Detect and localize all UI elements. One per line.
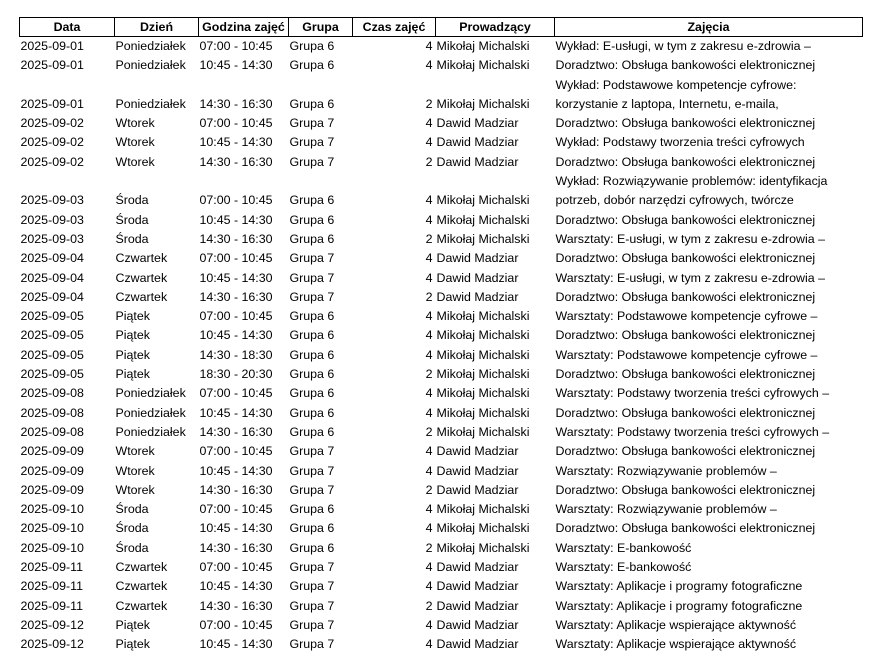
cell-time[interactable]: 07:00 - 10:45 [199, 39, 273, 53]
cell-date[interactable]: 2025-09-05 [20, 309, 84, 324]
table-row [20, 423, 863, 442]
cell-day[interactable]: Piątek [115, 347, 150, 362]
cell-group[interactable]: Grupa 6 [289, 231, 335, 246]
cell-class[interactable]: Warsztaty: Podstawy tworzenia treści cyfrowych – [555, 386, 830, 401]
cell-class[interactable]: Wykład: Rozwiązywanie problemów: identyfikacja potrzeb, dobór narzędzi cyfrowych, twórcze [555, 174, 828, 208]
cell-day[interactable]: Poniedziałek [115, 58, 186, 73]
table-row [20, 500, 863, 519]
cell-day[interactable]: Czwartek [115, 560, 168, 575]
cell-hours[interactable]: 4 [425, 309, 433, 324]
cell-class[interactable]: Warsztaty: Aplikacje i programy fotograficzne [555, 598, 803, 613]
cell-group[interactable]: Grupa 6 [289, 540, 335, 555]
table-row [20, 326, 863, 345]
cell-class[interactable]: Warsztaty: E-bankowość [555, 560, 692, 575]
cell-lecturer[interactable]: Dawid Madziar [436, 135, 519, 150]
cell-group[interactable]: Grupa 6 [289, 96, 335, 111]
cell-class[interactable]: Warsztaty: Podstawowe kompetencje cyfrowe – [555, 309, 818, 324]
cell-lecturer[interactable]: Mikołaj Michalski [436, 58, 530, 73]
cell-lecturer[interactable]: Mikołaj Michalski [436, 39, 530, 53]
cell-date[interactable]: 2025-09-08 [20, 424, 84, 439]
cell-lecturer[interactable]: Dawid Madziar [436, 598, 519, 613]
cell-hours[interactable]: 4 [425, 521, 433, 536]
cell-group[interactable]: Grupa 6 [289, 347, 335, 362]
cell-lecturer[interactable]: Dawid Madziar [436, 116, 519, 131]
cell-day[interactable]: Czwartek [115, 251, 168, 266]
table-row [20, 577, 863, 596]
table-row [20, 56, 863, 75]
cell-date[interactable]: 2025-09-11 [20, 579, 83, 594]
cell-group[interactable]: Grupa 7 [289, 251, 335, 266]
cell-date[interactable]: 2025-09-12 [20, 617, 84, 632]
cell-group[interactable]: Grupa 7 [289, 289, 335, 304]
cell-hours[interactable]: 4 [425, 444, 433, 459]
cell-class[interactable]: Doradztwo: Obsługa bankowości elektronicznej [555, 116, 816, 131]
cell-time[interactable]: 14:30 - 16:30 [199, 540, 273, 555]
cell-time[interactable]: 07:00 - 10:45 [199, 309, 273, 324]
cell-class[interactable]: Warsztaty: Podstawowe kompetencje cyfrowe – [555, 347, 818, 362]
cell-lecturer[interactable]: Mikołaj Michalski [436, 193, 530, 208]
cell-class[interactable]: Doradztwo: Obsługa bankowości elektronicznej [555, 444, 816, 459]
cell-time[interactable]: 07:00 - 10:45 [199, 444, 273, 459]
cell-time[interactable]: 14:30 - 16:30 [199, 154, 273, 169]
cell-date[interactable]: 2025-09-04 [20, 251, 84, 266]
cell-day[interactable]: Piątek [115, 309, 150, 324]
header-day[interactable]: Dzień [115, 18, 199, 37]
cell-group[interactable]: Grupa 6 [289, 212, 335, 227]
cell-time[interactable]: 14:30 - 16:30 [199, 482, 273, 497]
cell-group[interactable]: Grupa 6 [289, 58, 335, 73]
cell-group[interactable]: Grupa 7 [289, 135, 335, 150]
cell-hours[interactable]: 4 [425, 212, 433, 227]
cell-date[interactable]: 2025-09-09 [20, 463, 84, 478]
cell-day[interactable]: Środa [115, 540, 149, 555]
cell-class[interactable]: Warsztaty: E-usługi, w tym z zakresu e-zdrowia – [555, 231, 825, 246]
cell-day[interactable]: Środa [115, 231, 149, 246]
cell-group[interactable]: Grupa 7 [289, 463, 335, 478]
cell-lecturer[interactable]: Mikołaj Michalski [436, 405, 530, 420]
cell-group[interactable]: Grupa 6 [289, 367, 335, 382]
cell-hours[interactable]: 4 [425, 347, 433, 362]
cell-time[interactable]: 07:00 - 10:45 [199, 502, 273, 517]
cell-hours[interactable]: 4 [425, 328, 433, 343]
cell-class[interactable]: Doradztwo: Obsługa bankowości elektronicznej [555, 58, 816, 73]
cell-lecturer[interactable]: Dawid Madziar [436, 289, 519, 304]
cell-hours[interactable]: 4 [425, 193, 433, 208]
cell-date[interactable]: 2025-09-01 [20, 96, 84, 111]
cell-group[interactable]: Grupa 7 [289, 617, 335, 632]
table-row [20, 481, 863, 500]
cell-day[interactable]: Środa [115, 193, 149, 208]
cell-day[interactable]: Piątek [115, 617, 150, 632]
cell-lecturer[interactable]: Mikołaj Michalski [436, 367, 530, 382]
cell-time[interactable]: 07:00 - 10:45 [199, 193, 273, 208]
cell-lecturer[interactable]: Dawid Madziar [436, 251, 519, 266]
cell-hours[interactable]: 2 [425, 540, 433, 555]
table-row [20, 133, 863, 152]
cell-time[interactable]: 10:45 - 14:30 [199, 328, 273, 343]
cell-time[interactable]: 10:45 - 14:30 [199, 579, 273, 594]
cell-date[interactable]: 2025-09-09 [20, 444, 84, 459]
cell-hours[interactable]: 2 [425, 231, 433, 246]
cell-time[interactable]: 10:45 - 14:30 [199, 521, 273, 536]
cell-date[interactable]: 2025-09-04 [20, 270, 84, 285]
cell-date[interactable]: 2025-09-01 [20, 58, 84, 73]
table-row [20, 539, 863, 558]
cell-class[interactable]: Warsztaty: Aplikacje wspierające aktywność [555, 637, 797, 652]
cell-date[interactable]: 2025-09-10 [20, 540, 84, 555]
cell-lecturer[interactable]: Mikołaj Michalski [436, 502, 530, 517]
header-classes[interactable]: Zajęcia [555, 18, 863, 37]
cell-date[interactable]: 2025-09-11 [20, 560, 83, 575]
cell-day[interactable]: Piątek [115, 637, 150, 652]
cell-lecturer[interactable]: Dawid Madziar [436, 270, 519, 285]
cell-class[interactable]: Doradztwo: Obsługa bankowości elektronicznej [555, 482, 816, 497]
cell-class[interactable]: Doradztwo: Obsługa bankowości elektronicznej [555, 212, 816, 227]
table-row [20, 365, 863, 384]
cell-hours[interactable]: 4 [425, 579, 433, 594]
cell-class[interactable]: Warsztaty: E-bankowość [555, 540, 692, 555]
cell-group[interactable]: Grupa 6 [289, 39, 335, 53]
cell-class[interactable]: Doradztwo: Obsługa bankowości elektronicznej [555, 521, 816, 536]
header-group[interactable]: Grupa [289, 18, 353, 37]
cell-group[interactable]: Grupa 7 [289, 637, 335, 652]
cell-date[interactable]: 2025-09-11 [20, 598, 83, 613]
cell-group[interactable]: Grupa 6 [289, 502, 335, 517]
cell-hours[interactable]: 4 [425, 617, 433, 632]
cell-day[interactable]: Poniedziałek [115, 39, 186, 53]
cell-day[interactable]: Czwartek [115, 579, 168, 594]
cell-date[interactable]: 2025-09-04 [20, 289, 84, 304]
cell-class[interactable]: Warsztaty: Rozwiązywanie problemów – [555, 502, 777, 517]
cell-day[interactable]: Wtorek [115, 116, 155, 131]
table-row [20, 635, 863, 654]
cell-group[interactable]: Grupa 7 [289, 154, 335, 169]
cell-day[interactable]: Wtorek [115, 463, 155, 478]
header-row [20, 18, 863, 37]
cell-class[interactable]: Doradztwo: Obsługa bankowości elektronicznej [555, 251, 816, 266]
cell-group[interactable]: Grupa 7 [289, 482, 335, 497]
cell-hours[interactable]: 4 [425, 135, 433, 150]
cell-date[interactable]: 2025-09-01 [20, 39, 84, 53]
cell-date[interactable]: 2025-09-08 [20, 405, 84, 420]
cell-class[interactable]: Doradztwo: Obsługa bankowości elektronicznej [555, 367, 816, 382]
cell-group[interactable]: Grupa 6 [289, 193, 335, 208]
cell-lecturer[interactable]: Dawid Madziar [436, 154, 519, 169]
cell-group[interactable]: Grupa 7 [289, 560, 335, 575]
cell-hours[interactable]: 4 [425, 405, 433, 420]
table-row [20, 616, 863, 635]
cell-day[interactable]: Czwartek [115, 598, 168, 613]
table-row [20, 211, 863, 230]
cell-group[interactable]: Grupa 7 [289, 270, 335, 285]
cell-time[interactable]: 14:30 - 16:30 [199, 598, 273, 613]
cell-lecturer[interactable]: Dawid Madziar [436, 444, 519, 459]
cell-time[interactable]: 14:30 - 16:30 [199, 231, 273, 246]
cell-time[interactable]: 07:00 - 10:45 [199, 116, 273, 131]
cell-time[interactable]: 10:45 - 14:30 [199, 405, 273, 420]
cell-time[interactable]: 07:00 - 10:45 [199, 386, 273, 401]
table-row [20, 153, 863, 172]
cell-lecturer[interactable]: Dawid Madziar [436, 463, 519, 478]
cell-group[interactable]: Grupa 7 [289, 116, 335, 131]
cell-hours[interactable]: 2 [425, 482, 433, 497]
cell-date[interactable]: 2025-09-03 [20, 193, 84, 208]
table-row [20, 519, 863, 538]
cell-group[interactable]: Grupa 6 [289, 424, 335, 439]
cell-date[interactable]: 2025-09-10 [20, 502, 84, 517]
cell-day[interactable]: Środa [115, 502, 149, 517]
cell-hours[interactable]: 2 [425, 154, 433, 169]
cell-time[interactable]: 14:30 - 16:30 [199, 424, 273, 439]
cell-lecturer[interactable]: Dawid Madziar [436, 637, 519, 652]
cell-hours[interactable]: 2 [425, 96, 433, 111]
table-row [20, 172, 863, 211]
cell-time[interactable]: 07:00 - 10:45 [199, 617, 273, 632]
cell-hours[interactable]: 4 [425, 502, 433, 517]
cell-time[interactable]: 14:30 - 16:30 [199, 289, 273, 304]
cell-date[interactable]: 2025-09-03 [20, 212, 84, 227]
cell-day[interactable]: Piątek [115, 367, 150, 382]
cell-date[interactable]: 2025-09-09 [20, 482, 84, 497]
cell-lecturer[interactable]: Mikołaj Michalski [436, 347, 530, 362]
cell-group[interactable]: Grupa 6 [289, 328, 335, 343]
cell-class[interactable]: Warsztaty: Podstawy tworzenia treści cyfrowych – [555, 424, 830, 439]
schedule-table [19, 17, 863, 655]
cell-lecturer[interactable]: Dawid Madziar [436, 617, 519, 632]
cell-group[interactable]: Grupa 7 [289, 579, 335, 594]
cell-hours[interactable]: 4 [425, 463, 433, 478]
cell-group[interactable]: Grupa 7 [289, 598, 335, 613]
cell-class[interactable]: Wykład: E-usługi, w tym z zakresu e-zdrowia – [555, 39, 811, 53]
cell-lecturer[interactable]: Dawid Madziar [436, 482, 519, 497]
cell-date[interactable]: 2025-09-02 [20, 116, 84, 131]
cell-day[interactable]: Poniedziałek [115, 424, 186, 439]
cell-day[interactable]: Środa [115, 212, 149, 227]
cell-hours[interactable]: 4 [425, 58, 433, 73]
cell-hours[interactable]: 4 [425, 251, 433, 266]
cell-day[interactable]: Wtorek [115, 135, 155, 150]
cell-date[interactable]: 2025-09-05 [20, 328, 84, 343]
cell-date[interactable]: 2025-09-10 [20, 521, 84, 536]
header-date[interactable]: Data [20, 18, 115, 37]
cell-group[interactable]: Grupa 6 [289, 309, 335, 324]
cell-lecturer[interactable]: Mikołaj Michalski [436, 328, 530, 343]
table-row [20, 346, 863, 365]
cell-day[interactable]: Piątek [115, 328, 150, 343]
cell-date[interactable]: 2025-09-08 [20, 386, 84, 401]
table-row [20, 384, 863, 403]
cell-hours[interactable]: 2 [425, 289, 433, 304]
cell-group[interactable]: Grupa 7 [289, 444, 335, 459]
cell-lecturer[interactable]: Mikołaj Michalski [436, 540, 530, 555]
cell-class[interactable]: Warsztaty: E-usługi, w tym z zakresu e-zdrowia – [555, 270, 825, 285]
cell-lecturer[interactable]: Mikołaj Michalski [436, 309, 530, 324]
cell-hours[interactable]: 4 [425, 116, 433, 131]
cell-lecturer[interactable]: Mikołaj Michalski [436, 231, 530, 246]
cell-time[interactable]: 10:45 - 14:30 [199, 212, 273, 227]
cell-day[interactable]: Poniedziałek [115, 405, 186, 420]
cell-group[interactable]: Grupa 6 [289, 386, 335, 401]
cell-lecturer[interactable]: Mikołaj Michalski [436, 521, 530, 536]
cell-class[interactable]: Wykład: Podstawowe kompetencje cyfrowe: korzystanie z laptopa, Internetu, e-maila, [555, 77, 797, 111]
cell-lecturer[interactable]: Mikołaj Michalski [436, 424, 530, 439]
cell-class[interactable]: Doradztwo: Obsługa bankowości elektronicznej [555, 289, 816, 304]
cell-day[interactable]: Czwartek [115, 270, 168, 285]
cell-time[interactable]: 07:00 - 10:45 [199, 560, 273, 575]
cell-lecturer[interactable]: Mikołaj Michalski [436, 386, 530, 401]
cell-time[interactable]: 10:45 - 14:30 [199, 135, 273, 150]
cell-hours[interactable]: 4 [425, 39, 433, 53]
cell-lecturer[interactable]: Dawid Madziar [436, 579, 519, 594]
table-body [20, 37, 863, 655]
table-row [20, 230, 863, 249]
table-row [20, 558, 863, 577]
cell-lecturer[interactable]: Dawid Madziar [436, 560, 519, 575]
cell-time[interactable]: 14:30 - 16:30 [199, 96, 273, 111]
table-row [20, 597, 863, 616]
cell-hours[interactable]: 2 [425, 424, 433, 439]
header-time[interactable]: Godzina zajęć [199, 18, 289, 37]
cell-time[interactable]: 14:30 - 18:30 [199, 347, 273, 362]
cell-hours[interactable]: 4 [425, 386, 433, 401]
cell-group[interactable]: Grupa 6 [289, 521, 335, 536]
cell-time[interactable]: 07:00 - 10:45 [199, 251, 273, 266]
cell-time[interactable]: 18:30 - 20:30 [199, 367, 273, 382]
cell-class[interactable]: Doradztwo: Obsługa bankowości elektronicznej [555, 328, 816, 343]
header-hours[interactable]: Czas zajęć [353, 18, 436, 37]
cell-hours[interactable]: 2 [425, 598, 433, 613]
cell-date[interactable]: 2025-09-12 [20, 637, 84, 652]
cell-day[interactable]: Poniedziałek [115, 386, 186, 401]
cell-class[interactable]: Wykład: Podstawy tworzenia treści cyfrowych [555, 135, 805, 150]
header-lecturer[interactable]: Prowadzący [436, 18, 555, 37]
table-row [20, 76, 863, 115]
cell-date[interactable]: 2025-09-05 [20, 367, 84, 382]
table-row [20, 404, 863, 423]
cell-class[interactable]: Warsztaty: Aplikacje i programy fotograficzne [555, 579, 803, 594]
cell-day[interactable]: Wtorek [115, 154, 155, 169]
cell-date[interactable]: 2025-09-02 [20, 135, 84, 150]
cell-class[interactable]: Doradztwo: Obsługa bankowości elektronicznej [555, 405, 816, 420]
cell-hours[interactable]: 4 [425, 560, 433, 575]
table-row [20, 37, 863, 57]
table-row [20, 307, 863, 326]
cell-class[interactable]: Doradztwo: Obsługa bankowości elektronicznej [555, 154, 816, 169]
table-row [20, 249, 863, 268]
cell-time[interactable]: 10:45 - 14:30 [199, 637, 273, 652]
table-row [20, 269, 863, 288]
table-row [20, 288, 863, 307]
cell-lecturer[interactable]: Mikołaj Michalski [436, 212, 530, 227]
cell-time[interactable]: 10:45 - 14:30 [199, 270, 273, 285]
cell-time[interactable]: 10:45 - 14:30 [199, 463, 273, 478]
cell-day[interactable]: Poniedziałek [115, 96, 186, 111]
cell-day[interactable]: Środa [115, 521, 149, 536]
table-row [20, 462, 863, 481]
cell-date[interactable]: 2025-09-03 [20, 231, 84, 246]
cell-day[interactable]: Czwartek [115, 289, 168, 304]
cell-class[interactable]: Warsztaty: Aplikacje wspierające aktywność [555, 617, 797, 632]
cell-class[interactable]: Warsztaty: Rozwiązywanie problemów – [555, 463, 777, 478]
table-row [20, 442, 863, 461]
cell-date[interactable]: 2025-09-02 [20, 154, 84, 169]
cell-time[interactable]: 10:45 - 14:30 [199, 58, 273, 73]
cell-date[interactable]: 2025-09-05 [20, 347, 84, 362]
cell-hours[interactable]: 4 [425, 637, 433, 652]
cell-day[interactable]: Wtorek [115, 444, 155, 459]
cell-hours[interactable]: 4 [425, 270, 433, 285]
cell-day[interactable]: Wtorek [115, 482, 155, 497]
cell-lecturer[interactable]: Mikołaj Michalski [436, 96, 530, 111]
table-row [20, 114, 863, 133]
cell-hours[interactable]: 2 [425, 367, 433, 382]
cell-group[interactable]: Grupa 6 [289, 405, 335, 420]
